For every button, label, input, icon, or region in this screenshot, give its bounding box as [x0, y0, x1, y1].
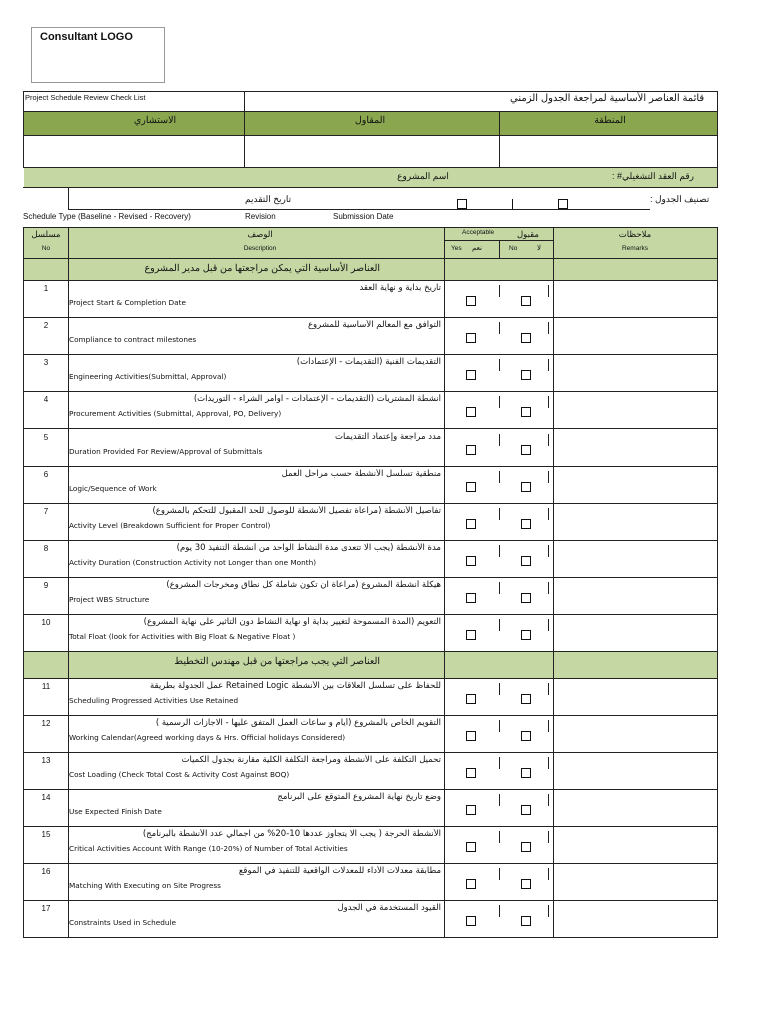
rule	[548, 508, 549, 520]
row-description-ar: التقويم الخاص بالمشروع (أيام و ساعات العمل المتفق عليها - الاجازات الرسمية )	[155, 718, 441, 728]
remarks-en: Remarks	[621, 245, 648, 252]
row-number: 10	[41, 618, 51, 627]
rule	[23, 503, 718, 504]
rule	[23, 789, 718, 790]
rule	[23, 863, 718, 864]
row-description-ar: مدة الأنشطة (يجب الا تتعدى مدة النشاط الواحد من أنشطة التنفيذ 30 يوم)	[176, 543, 441, 553]
rule	[499, 545, 500, 557]
desc-ar: الوصف	[247, 229, 273, 239]
col-region: المنطقة	[594, 115, 626, 126]
no-ar: لا	[537, 245, 541, 252]
row-number: 9	[43, 581, 49, 590]
rule	[23, 167, 718, 168]
rule	[499, 434, 500, 446]
rule	[499, 359, 500, 371]
row-description-en: Compliance to contract milestones	[69, 335, 197, 344]
rule	[717, 91, 718, 187]
schedule-type-checkbox-1[interactable]	[457, 199, 467, 209]
rule	[717, 227, 718, 938]
accept-no-checkbox[interactable]	[521, 519, 531, 529]
schedule-type-bracket	[508, 199, 513, 209]
rule	[548, 831, 549, 843]
rule	[548, 396, 549, 408]
row-description-ar: أنشطة المشتريات (التقديمات - الإعتمادات - اوامر الشراء - التوريدات)	[193, 394, 441, 404]
rule	[499, 582, 500, 594]
rule	[548, 359, 549, 371]
rule	[499, 240, 500, 258]
rule	[23, 577, 718, 578]
accept-no-checkbox[interactable]	[521, 694, 531, 704]
rule	[499, 757, 500, 769]
rule	[23, 91, 24, 167]
rule	[548, 582, 549, 594]
schedule-class-ar: تصنيف الجدول :	[650, 194, 710, 204]
row-description-en: Total Float (look for Activities with Big Float & Negative Float )	[69, 632, 296, 641]
row-description-en: Duration Provided For Review/Approval of Submittals	[69, 447, 263, 456]
rule	[23, 280, 718, 281]
rule	[23, 91, 718, 92]
accept-yes-checkbox[interactable]	[466, 916, 476, 926]
row-number: 1	[43, 284, 49, 293]
rule	[499, 619, 500, 631]
row-description-ar: هيكلة أنشطة المشروع (مراعاة ان تكون شاملة كل نطاق ومخرجات المشروع)	[166, 580, 441, 590]
rule	[499, 868, 500, 880]
accept-yes-checkbox[interactable]	[466, 445, 476, 455]
rule	[499, 111, 500, 167]
rule	[499, 396, 500, 408]
rule	[548, 322, 549, 334]
row-number: 5	[43, 433, 49, 442]
rule	[23, 227, 718, 228]
row-number: 8	[43, 544, 49, 553]
serial-en: No	[41, 245, 51, 252]
row-number: 16	[41, 867, 51, 876]
rule	[548, 619, 549, 631]
accept-yes-checkbox[interactable]	[466, 731, 476, 741]
section-2-title: العناصر التي يجب مراجعتها من قبل مهندس التخطيط	[174, 656, 380, 667]
accept-yes-checkbox[interactable]	[466, 768, 476, 778]
rule	[23, 614, 718, 615]
accept-no-checkbox[interactable]	[521, 842, 531, 852]
row-description-en: Procurement Activities (Submittal, Approval, PO, Delivery)	[69, 409, 282, 418]
accept-no-checkbox[interactable]	[521, 805, 531, 815]
row-description-ar: القيود المستخدمة في الجدول	[337, 903, 441, 913]
row-description-en: Scheduling Progressed Activities Use Retained	[69, 696, 239, 705]
row-description-ar: وضع تاريخ نهاية المشروع المتوقع على البرنامج	[277, 792, 441, 802]
row-description-ar: الأنشطة الحرجة ( يجب الا يتجاوز عددها 10-20% من اجمالي عدد الأنشطة بالبرنامج)	[142, 829, 441, 839]
row-number: 6	[43, 470, 49, 479]
schedule-type-label: Schedule Type (Baseline - Revised - Recovery)	[23, 212, 191, 221]
rule	[499, 285, 500, 297]
rule	[499, 471, 500, 483]
accept-yes-checkbox[interactable]	[466, 519, 476, 529]
rule	[548, 545, 549, 557]
row-description-en: Use Expected Finish Date	[69, 807, 162, 816]
rule	[23, 678, 718, 679]
row-number: 7	[43, 507, 49, 516]
row-description-ar: تفاصيل الأنشطة (مراعاة تفصيل الأنشطة للوصول للحد المقبول للتحكم بالمشروع)	[152, 506, 441, 516]
desc-en: Description	[243, 245, 277, 252]
rule	[548, 285, 549, 297]
row-number: 11	[41, 682, 51, 691]
rule	[553, 227, 554, 938]
accept-no-checkbox[interactable]	[521, 731, 531, 741]
rule	[499, 794, 500, 806]
accept-no-checkbox[interactable]	[521, 296, 531, 306]
row-number: 15	[41, 830, 51, 839]
no-en: No	[509, 245, 518, 252]
accept-no-checkbox[interactable]	[521, 879, 531, 889]
rule	[23, 317, 718, 318]
rule	[444, 227, 445, 938]
remarks-ar: ملاحظات	[618, 229, 652, 239]
accept-yes-checkbox[interactable]	[466, 296, 476, 306]
row-number: 4	[43, 395, 49, 404]
row-description-en: Project Start & Completion Date	[69, 298, 186, 307]
row-description-en: Critical Activities Account With Range (10-20%) of Number of Total Activities	[69, 844, 348, 853]
row-description-ar: منطقية تسلسل الأنشطة حسب مراحل العمل	[281, 469, 441, 479]
row-description-en: Activity Duration (Construction Activity not Longer than one Month)	[69, 558, 317, 567]
col-consultant: الاستشاري	[133, 115, 177, 126]
row-description-ar: التقديمات الفنية (التقديمات - الإعتمادات)	[296, 357, 441, 367]
row-number: 2	[43, 321, 49, 330]
rule	[548, 905, 549, 917]
rule	[23, 135, 718, 136]
accept-yes-checkbox[interactable]	[466, 482, 476, 492]
rule	[23, 826, 718, 827]
rule	[23, 187, 718, 188]
rule	[499, 831, 500, 843]
rule	[548, 471, 549, 483]
rule	[23, 651, 718, 652]
rule	[23, 900, 718, 901]
row-description-ar: مطابقة معدلات الأداء للمعدلات الواقعية للتنفيذ في الموقع	[238, 866, 441, 876]
submission-date-label: Submission Date	[333, 212, 394, 221]
row-description-ar: تاريخ بداية و نهاية العقد	[359, 283, 441, 293]
rule	[499, 508, 500, 520]
row-description-ar: للحفاظ على تسلسل العلاقات بين الأنشطة Retained Logic عمل الجدولة بطريقة	[149, 681, 441, 691]
row-description-en: Matching With Executing on Site Progress	[69, 881, 221, 890]
rule	[548, 757, 549, 769]
accept-no-checkbox[interactable]	[521, 768, 531, 778]
rule	[548, 794, 549, 806]
yes-ar: نعم	[472, 245, 482, 252]
title-ar: قائمة العناصر الأساسية لمراجعة الجدول الزمني	[510, 93, 705, 104]
row-number: 13	[41, 756, 51, 765]
rule	[499, 322, 500, 334]
rule	[23, 540, 718, 541]
row-number: 3	[43, 358, 49, 367]
acceptable-ar: مقبول	[517, 229, 539, 239]
section-1-title: العناصر الأساسية التي يمكن مراجعتها من قبل مدير المشروع	[144, 263, 380, 274]
rule	[548, 868, 549, 880]
accept-yes-checkbox[interactable]	[466, 842, 476, 852]
accept-yes-checkbox[interactable]	[466, 556, 476, 566]
rule	[23, 391, 718, 392]
accept-no-checkbox[interactable]	[521, 370, 531, 380]
accept-no-checkbox[interactable]	[521, 593, 531, 603]
rule	[23, 937, 718, 938]
rule	[244, 91, 245, 167]
row-description-en: Cost Loading (Check Total Cost & Activity Cost Against BOQ)	[69, 770, 290, 779]
row-description-en: Working Calendar(Agreed working days & Hrs. Official holidays Considered)	[69, 733, 346, 742]
rule	[548, 683, 549, 695]
row-description-en: Constraints Used in Schedule	[69, 918, 177, 927]
rule	[23, 752, 718, 753]
row-description-en: Engineering Activities(Submittal, Approval)	[69, 372, 227, 381]
accept-no-checkbox[interactable]	[521, 407, 531, 417]
rule	[23, 715, 718, 716]
row-description-ar: تحميل التكلفة على الأنشطة ومراجعة التكلفة الكلية مقارنة بجدول الكميات	[181, 755, 441, 765]
rule	[499, 683, 500, 695]
schedule-type-checkbox-2[interactable]	[558, 199, 568, 209]
rule	[499, 720, 500, 732]
row-description-ar: التوافق مع المعالم الأساسية للمشروع	[307, 320, 441, 330]
accept-yes-checkbox[interactable]	[466, 370, 476, 380]
row-number: 14	[41, 793, 51, 802]
row-description-en: Activity Level (Breakdown Sufficient for Proper Control)	[69, 521, 271, 530]
accept-yes-checkbox[interactable]	[466, 333, 476, 343]
acceptable-en: Acceptable	[462, 229, 495, 236]
rule	[548, 720, 549, 732]
revision-label: Revision	[245, 212, 276, 221]
rule	[548, 434, 549, 446]
accept-no-checkbox[interactable]	[521, 916, 531, 926]
accept-no-checkbox[interactable]	[521, 482, 531, 492]
logo-text: Consultant LOGO	[40, 31, 133, 43]
accept-yes-checkbox[interactable]	[466, 407, 476, 417]
rule	[499, 905, 500, 917]
accept-yes-checkbox[interactable]	[466, 694, 476, 704]
yes-en: Yes	[451, 245, 462, 252]
submission-date-ar: تاريخ التقديم	[245, 194, 292, 204]
rule	[23, 354, 718, 355]
accept-yes-checkbox[interactable]	[466, 630, 476, 640]
accept-yes-checkbox[interactable]	[466, 805, 476, 815]
contract-no-label: رقم العقد التشغيلي# :	[612, 171, 695, 181]
rule	[23, 428, 718, 429]
rule	[23, 466, 718, 467]
rule	[68, 187, 69, 209]
row-number: 12	[41, 719, 51, 728]
accept-no-checkbox[interactable]	[521, 445, 531, 455]
accept-no-checkbox[interactable]	[521, 630, 531, 640]
row-description-en: Project WBS Structure	[69, 595, 150, 604]
accept-yes-checkbox[interactable]	[466, 593, 476, 603]
accept-no-checkbox[interactable]	[521, 333, 531, 343]
row-number: 17	[41, 904, 51, 913]
rule	[68, 209, 650, 210]
rule	[23, 111, 718, 112]
serial-ar: مسلسل	[31, 229, 61, 239]
col-contractor: المقاول	[354, 115, 386, 126]
title-en: Project Schedule Review Check List	[25, 93, 146, 102]
accept-no-checkbox[interactable]	[521, 556, 531, 566]
row-description-en: Logic/Sequence of Work	[69, 484, 157, 493]
project-name-label: اسم المشروع	[397, 171, 449, 181]
accept-yes-checkbox[interactable]	[466, 879, 476, 889]
consultant-logo	[31, 27, 165, 83]
row-description-ar: التعويم (المدة المسموحة لتغيير بداية أو نهاية النشاط دون التأثير على نهاية المشروع)	[143, 617, 441, 627]
row-description-ar: مدد مراجعة وإعتماد التقديمات	[335, 432, 441, 442]
